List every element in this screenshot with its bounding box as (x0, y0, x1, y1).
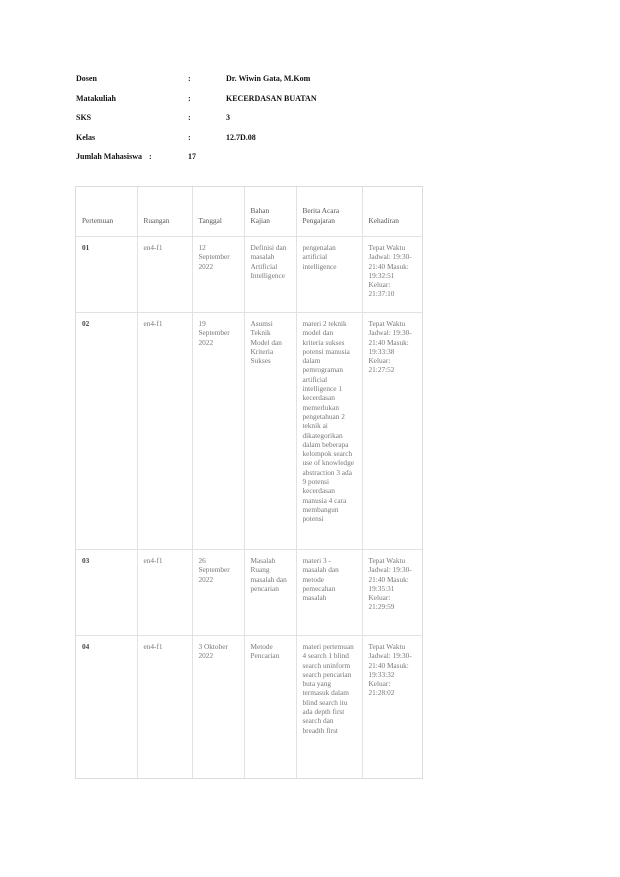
cell-ruangan: en4-f1 (137, 237, 192, 313)
jumlah-mahasiswa-colon: : (149, 152, 152, 161)
dosen-label: Dosen (76, 74, 97, 83)
header-bahan-kajian: Bahan Kajian (244, 187, 296, 237)
cell-bahan-kajian: Metode Pencarian (244, 636, 296, 780)
cell-ruangan: en4-f1 (137, 636, 192, 780)
header-tanggal: Tanggal (192, 187, 244, 237)
cell-berita-acara: pengenalan artificial intelligence (296, 237, 362, 313)
sks-value: 3 (226, 113, 230, 122)
cell-ruangan: en4-f1 (137, 313, 192, 550)
header-pertemuan: Pertemuan (76, 187, 137, 237)
kelas-value: 12.7D.08 (226, 132, 256, 142)
jumlah-mahasiswa-value: 17 (188, 152, 196, 161)
matakuliah-colon: : (188, 93, 191, 103)
kelas-label: Kelas (76, 132, 96, 142)
header-ruangan: Ruangan (137, 187, 192, 237)
table-row (76, 237, 423, 313)
matakuliah-label: Matakuliah (76, 93, 117, 103)
dosen-value: Dr. Wiwin Gata, M.Kom (226, 74, 311, 83)
header-berita-acara: Berita Acara Pengajaran (296, 187, 362, 237)
jumlah-mahasiswa-label: Jumlah Mahasiswa (76, 152, 143, 161)
cell-tanggal: 26 September 2022 (192, 550, 244, 636)
dosen-colon: : (188, 74, 191, 83)
table-row (76, 636, 423, 780)
cell-berita-acara: materi 3 - masalah dan metode pemecahan masalah (296, 550, 362, 636)
cell-tanggal: 19 September 2022 (192, 313, 244, 550)
cell-pertemuan: 04 (76, 636, 137, 780)
cell-tanggal: 12 September 2022 (192, 237, 244, 313)
cell-berita-acara: materi pertemuan 4 search 1 blind search uninform search pencarian buta yang termasuk dalam blind search itu ada depth first search dan breadth first (296, 636, 362, 780)
cell-kehadiran: Tepat Waktu Jadwal: 19:30-21:40 Masuk: 19:33:32 Keluar: 21:28:02 (362, 636, 423, 780)
cell-bahan-kajian: Masalah Ruang masalah dan pencarian (244, 550, 296, 636)
kelas-colon: : (188, 132, 191, 142)
matakuliah-value: KECERDASAN BUATAN (226, 93, 317, 103)
cell-pertemuan: 01 (76, 237, 137, 313)
cell-pertemuan: 03 (76, 550, 137, 636)
cell-bahan-kajian: Definisi dan masalah Artificial Intelligence (244, 237, 296, 313)
header-kehadiran: Kehadiran (362, 187, 423, 237)
cell-berita-acara: materi 2 teknik model dan kriteria sukses potensi manusia dalam pemrograman artificial intelligence 1 kecerdasan memerlukan pengetahuan 2 teknik ai dikategorikan dalam beberapa kelompok search use of knowledge abstraction 3 ada 9 potensi kecerdasan manusia 4 cara membangun potensi (296, 313, 362, 550)
sks-label: SKS (76, 113, 92, 122)
cell-ruangan: en4-f1 (137, 550, 192, 636)
table-row (76, 550, 423, 636)
cell-tanggal: 3 Oktober 2022 (192, 636, 244, 780)
cell-pertemuan: 02 (76, 313, 137, 550)
attendance-table (76, 187, 423, 779)
table-row (76, 313, 423, 550)
cell-kehadiran: Tepat Waktu Jadwal: 19:30-21:40 Masuk: 19:35:31 Keluar: 21:29:59 (362, 550, 423, 636)
table-header-row (76, 187, 423, 237)
sks-colon: : (188, 113, 191, 122)
attendance-table-container (75, 186, 423, 779)
cell-kehadiran: Tepat Waktu Jadwal: 19:30-21:40 Masuk: 19:33:38 Keluar: 21:27:52 (362, 313, 423, 550)
cell-bahan-kajian: Asumsi Teknik Model dan Kriteria Sukses (244, 313, 296, 550)
cell-kehadiran: Tepat Waktu Jadwal: 19:30-21:40 Masuk: 19:32:51 Keluar: 21:37:10 (362, 237, 423, 313)
